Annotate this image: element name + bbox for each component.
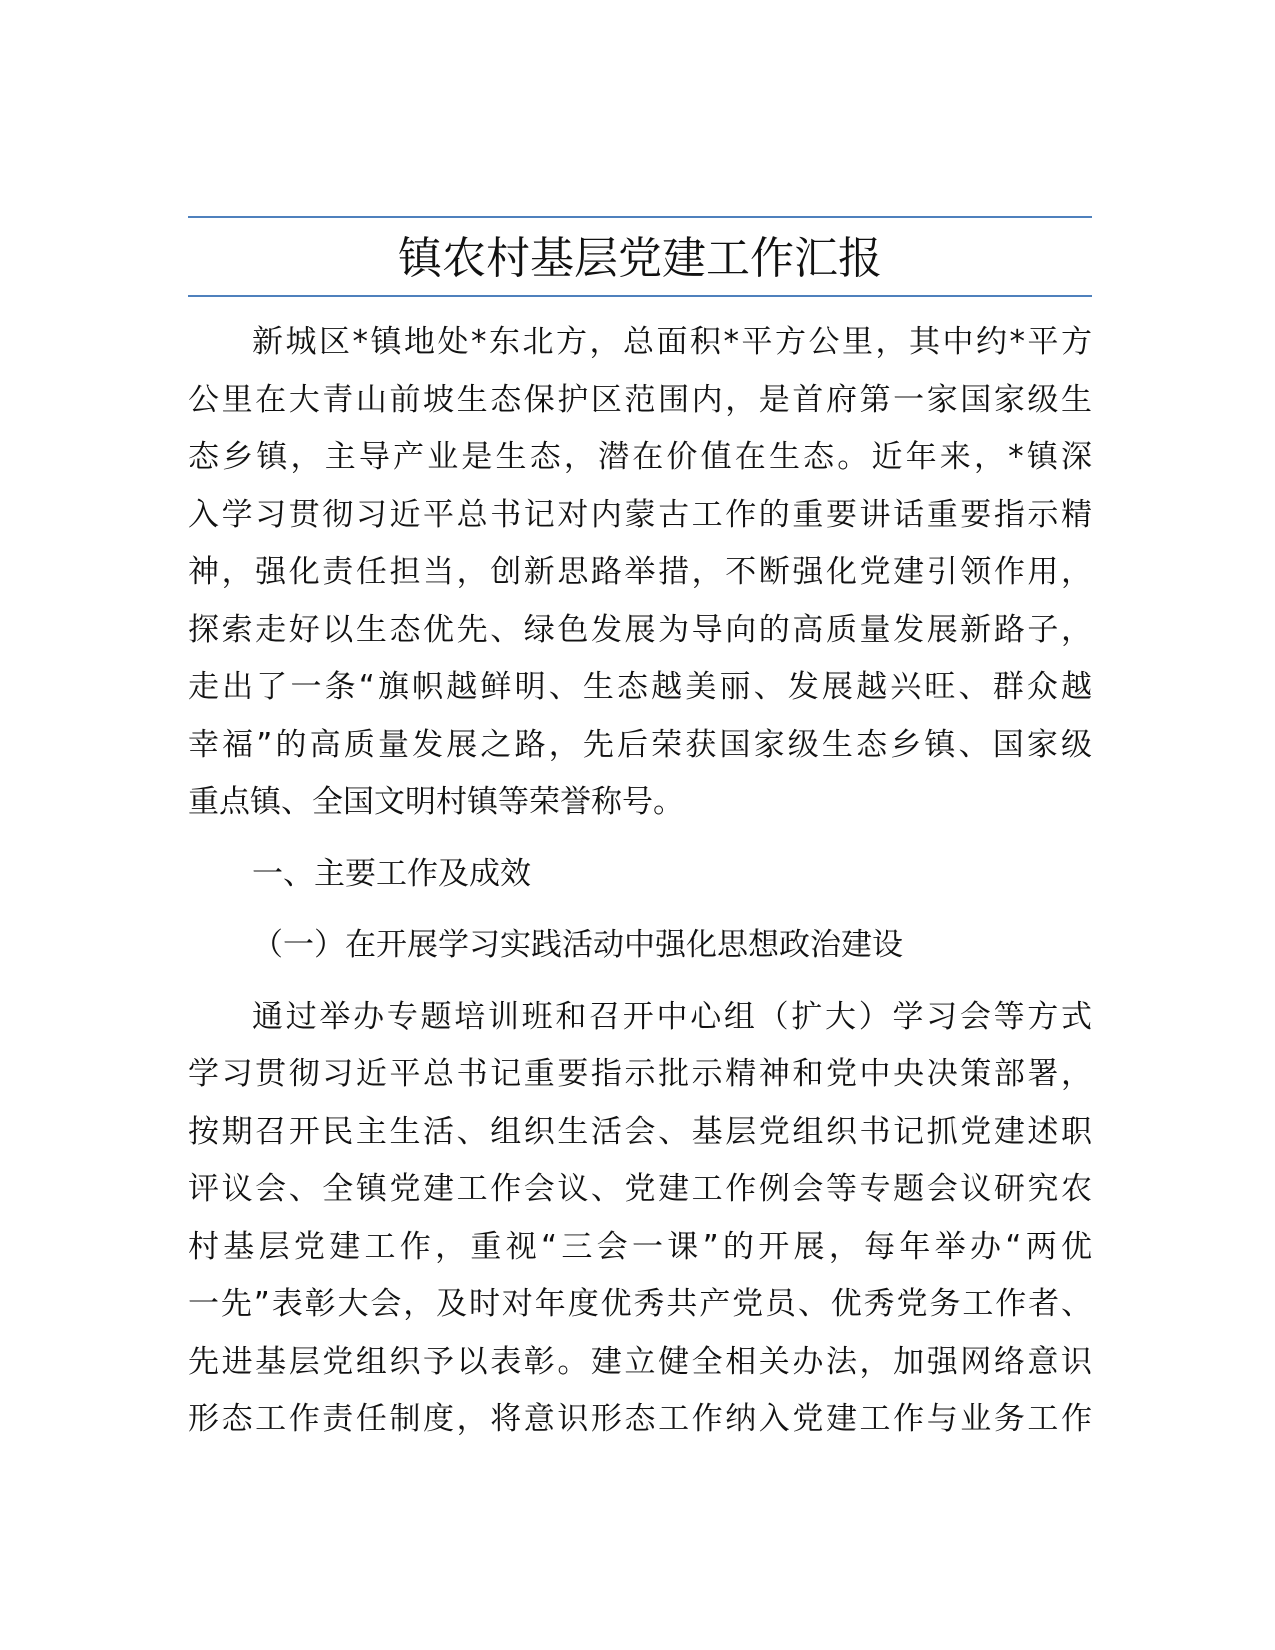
paragraph-line: 按期召开民主生活、组织生活会、基层党组织书记抓党建述职 bbox=[188, 1113, 1092, 1150]
paragraph-line: 入学习贯彻习近平总书记对内蒙古工作的重要讲话重要指示精 bbox=[188, 496, 1092, 533]
paragraph-line: 先进基层党组织予以表彰。建立健全相关办法，加强网络意识 bbox=[188, 1343, 1092, 1380]
paragraph-line: 学习贯彻习近平总书记重要指示批示精神和党中央决策部署， bbox=[188, 1056, 1092, 1092]
document-title: 镇农村基层党建工作汇报 bbox=[398, 233, 882, 284]
paragraph-line: 评议会、全镇党建工作会议、党建工作例会等专题会议研究农 bbox=[188, 1171, 1092, 1207]
section-heading: 一、主要工作及成效 bbox=[252, 855, 531, 892]
paragraph-line: 公里在大青山前坡生态保护区范围内，是首府第一家国家级生 bbox=[188, 381, 1092, 418]
paragraph-line: 通过举办专题培训班和召开中心组（扩大）学习会等方式 bbox=[252, 998, 1092, 1035]
intro-paragraph bbox=[188, 314, 1092, 832]
subsection-heading: （一）在开展学习实践活动中强化思想政治建设 bbox=[252, 927, 903, 963]
title-bottom-rule bbox=[188, 295, 1092, 297]
paragraph-line: 村基层党建工作，重视“三会一课”的开展，每年举办“两优 bbox=[188, 1228, 1092, 1265]
paragraph-line: 重点镇、全国文明村镇等荣誉称号。 bbox=[188, 784, 684, 820]
body-paragraph bbox=[188, 989, 1092, 1449]
paragraph-line: 走出了一条“旗帜越鲜明、生态越美丽、发展越兴旺、群众越 bbox=[188, 669, 1092, 705]
paragraph-line: 幸福”的高质量发展之路，先后荣获国家级生态乡镇、国家级 bbox=[188, 726, 1092, 763]
paragraph-line: 形态工作责任制度，将意识形态工作纳入党建工作与业务工作 bbox=[188, 1401, 1092, 1437]
paragraph-line: 探索走好以生态优先、绿色发展为导向的高质量发展新路子， bbox=[188, 611, 1092, 648]
paragraph-line: 新城区*镇地处*东北方，总面积*平方公里，其中约*平方 bbox=[252, 324, 1092, 360]
document-body bbox=[188, 314, 1092, 1449]
paragraph-line: 一先”表彰大会，及时对年度优秀共产党员、优秀党务工作者、 bbox=[188, 1286, 1092, 1322]
paragraph-line: 态乡镇，主导产业是生态，潜在价值在生态。近年来，*镇深 bbox=[188, 439, 1092, 475]
paragraph-line: 神，强化责任担当，创新思路举措，不断强化党建引领作用， bbox=[188, 554, 1092, 590]
title-top-rule bbox=[188, 216, 1092, 218]
